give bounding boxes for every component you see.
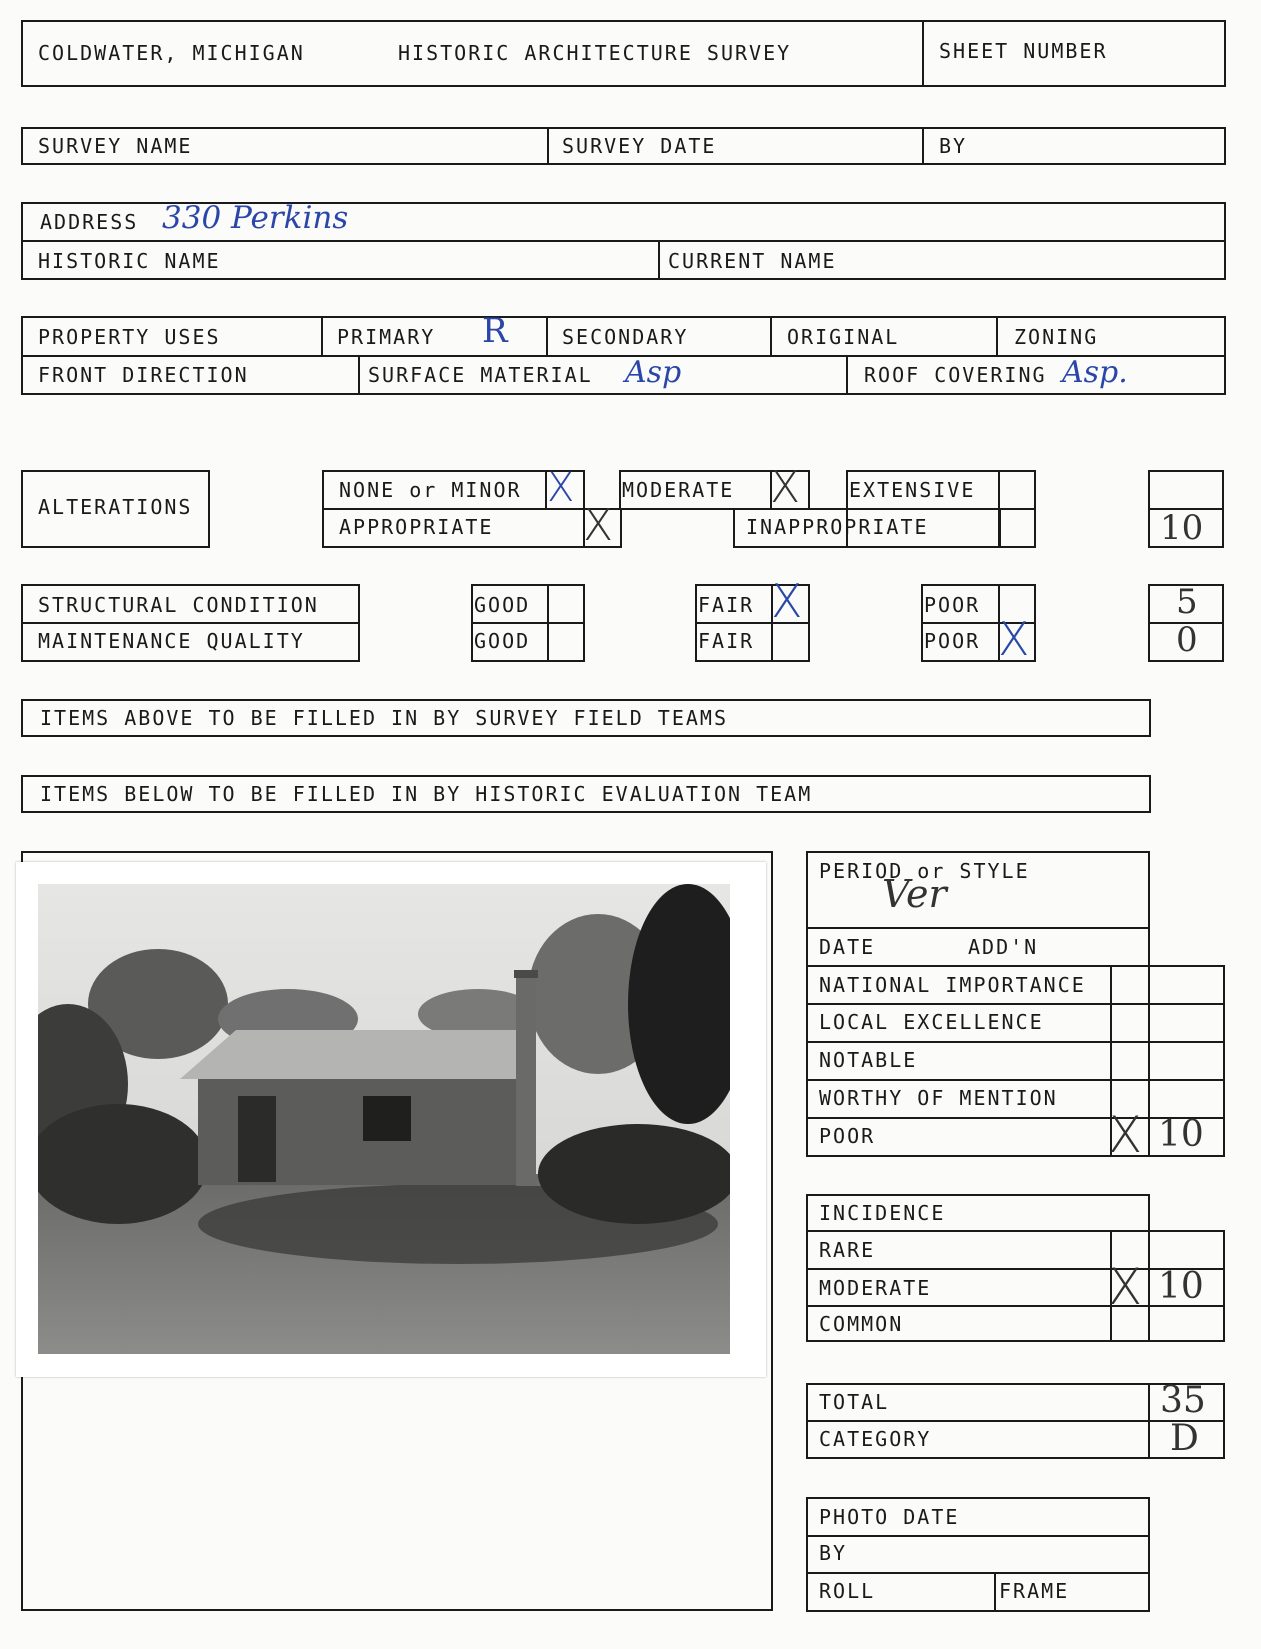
incidence-label: INCIDENCE	[819, 1201, 946, 1225]
inc-line-4	[806, 1340, 1225, 1342]
secondary-label: SECONDARY	[562, 325, 689, 349]
photo-info-line-2	[806, 1572, 1150, 1574]
period-label: PERIOD or STYLE	[819, 859, 1030, 883]
moderate-check: X	[770, 462, 801, 513]
inappropriate-label: INAPPROPRIATE	[746, 515, 929, 539]
sheet-number-label: SHEET NUMBER	[939, 39, 1108, 63]
address-label: ADDRESS	[40, 210, 139, 234]
poor-maintenance-label: POOR	[924, 629, 981, 653]
property-col-5	[358, 355, 360, 395]
eval-line-4	[806, 1041, 1225, 1043]
property-col-3	[770, 316, 772, 356]
totals-col	[1148, 1383, 1150, 1459]
original-label: ORIGINAL	[787, 325, 900, 349]
property-uses-label: PROPERTY USES	[38, 325, 221, 349]
poor-eval-label: POOR	[819, 1124, 876, 1148]
city-label: COLDWATER, MICHIGAN	[38, 41, 305, 65]
maintenance-score: 0	[1176, 620, 1198, 660]
structural-score: 5	[1176, 582, 1198, 622]
fair-structural-check: X	[771, 574, 803, 628]
extensive-label: EXTENSIVE	[849, 478, 976, 502]
survey-name-label: SURVEY NAME	[38, 134, 193, 158]
survey-by-label: BY	[939, 134, 968, 158]
house-photo	[16, 862, 766, 1377]
survey-divider-1	[547, 127, 549, 165]
none-minor-label: NONE or MINOR	[339, 478, 522, 502]
roof-covering-label: ROOF COVERING	[864, 363, 1047, 387]
national-importance-label: NATIONAL IMPORTANCE	[819, 973, 1086, 997]
name-divider	[658, 240, 660, 280]
common-label: COMMON	[819, 1312, 904, 1336]
local-excellence-label: LOCAL EXCELLENCE	[819, 1010, 1044, 1034]
moderate-label: MODERATE	[622, 478, 735, 502]
fair-structural-label: FAIR	[698, 593, 755, 617]
eval-line-2	[806, 965, 1225, 967]
survey-divider-2	[922, 127, 924, 165]
eval-line-7	[806, 1155, 1225, 1157]
worthy-of-mention-label: WORTHY OF MENTION	[819, 1086, 1058, 1110]
photo-by-label: BY	[819, 1541, 848, 1565]
primary-value: R	[482, 311, 508, 351]
roll-label: ROLL	[819, 1579, 876, 1603]
extensive-divider	[998, 508, 1036, 510]
good-structural-label: GOOD	[474, 593, 531, 617]
good-check-divider	[547, 584, 549, 662]
period-value: Ver	[882, 872, 947, 916]
category-value: D	[1170, 1418, 1199, 1459]
good-divider	[471, 622, 585, 624]
inc-line-1	[806, 1230, 1225, 1232]
none-minor-check: X	[547, 465, 575, 511]
property-col-2	[546, 316, 548, 356]
property-divider	[21, 355, 1226, 357]
current-name-label: CURRENT NAME	[668, 249, 837, 273]
appropriate-check: X	[583, 500, 614, 551]
historic-name-label: HISTORIC NAME	[38, 249, 221, 273]
date-label: DATE	[819, 935, 876, 959]
alterations-label: ALTERATIONS	[38, 495, 193, 519]
poor-eval-check: X	[1108, 1106, 1143, 1164]
surface-material-value: Asp	[625, 355, 682, 390]
moderate-incidence-score: 10	[1158, 1266, 1204, 1307]
maintenance-quality-label: MAINTENANCE QUALITY	[38, 629, 305, 653]
address-divider	[21, 240, 1226, 242]
poor-eval-score: 10	[1158, 1114, 1204, 1155]
eval-score-right	[1223, 965, 1225, 1157]
roof-covering-value: Asp.	[1062, 355, 1128, 390]
moderate-incidence-check: X	[1108, 1258, 1143, 1316]
appropriate-label: APPROPRIATE	[339, 515, 494, 539]
category-label: CATEGORY	[819, 1427, 932, 1451]
rare-label: RARE	[819, 1238, 876, 1262]
eval-line-1	[806, 927, 1150, 929]
note-above: ITEMS ABOVE TO BE FILLED IN BY SURVEY FIELD TEAMS	[40, 706, 729, 730]
fair-maintenance-label: FAIR	[698, 629, 755, 653]
moderate-incidence-label: MODERATE	[819, 1276, 932, 1300]
poor-maintenance-check: X	[998, 612, 1030, 666]
good-maintenance-label: GOOD	[474, 629, 531, 653]
house-photo-image	[38, 884, 730, 1354]
primary-label: PRIMARY	[337, 325, 436, 349]
photo-date-label: PHOTO DATE	[819, 1505, 960, 1529]
inc-score-right	[1223, 1230, 1225, 1342]
photo-info-col	[994, 1572, 996, 1612]
eval-line-5	[806, 1079, 1225, 1081]
property-col-6	[846, 355, 848, 395]
front-direction-label: FRONT DIRECTION	[38, 363, 249, 387]
poor-structural-label: POOR	[924, 593, 981, 617]
header-divider	[922, 20, 924, 87]
frame-label: FRAME	[999, 1579, 1070, 1603]
note-below: ITEMS BELOW TO BE FILLED IN BY HISTORIC EVALUATION TEAM	[40, 782, 813, 806]
surface-material-label: SURFACE MATERIAL	[368, 363, 593, 387]
total-value: 35	[1160, 1380, 1206, 1421]
alterations-score: 10	[1160, 508, 1204, 548]
property-col-1	[321, 316, 323, 356]
total-label: TOTAL	[819, 1390, 890, 1414]
property-col-4	[996, 316, 998, 356]
condition-label-divider	[21, 622, 360, 624]
photo-info-line-1	[806, 1535, 1150, 1537]
eval-line-3	[806, 1003, 1225, 1005]
addn-label: ADD'N	[968, 935, 1039, 959]
form-title: HISTORIC ARCHITECTURE SURVEY	[398, 41, 792, 65]
zoning-label: ZONING	[1014, 325, 1099, 349]
structural-condition-label: STRUCTURAL CONDITION	[38, 593, 319, 617]
survey-date-label: SURVEY DATE	[562, 134, 717, 158]
notable-label: NOTABLE	[819, 1048, 918, 1072]
address-value: 330 Perkins	[162, 200, 349, 236]
